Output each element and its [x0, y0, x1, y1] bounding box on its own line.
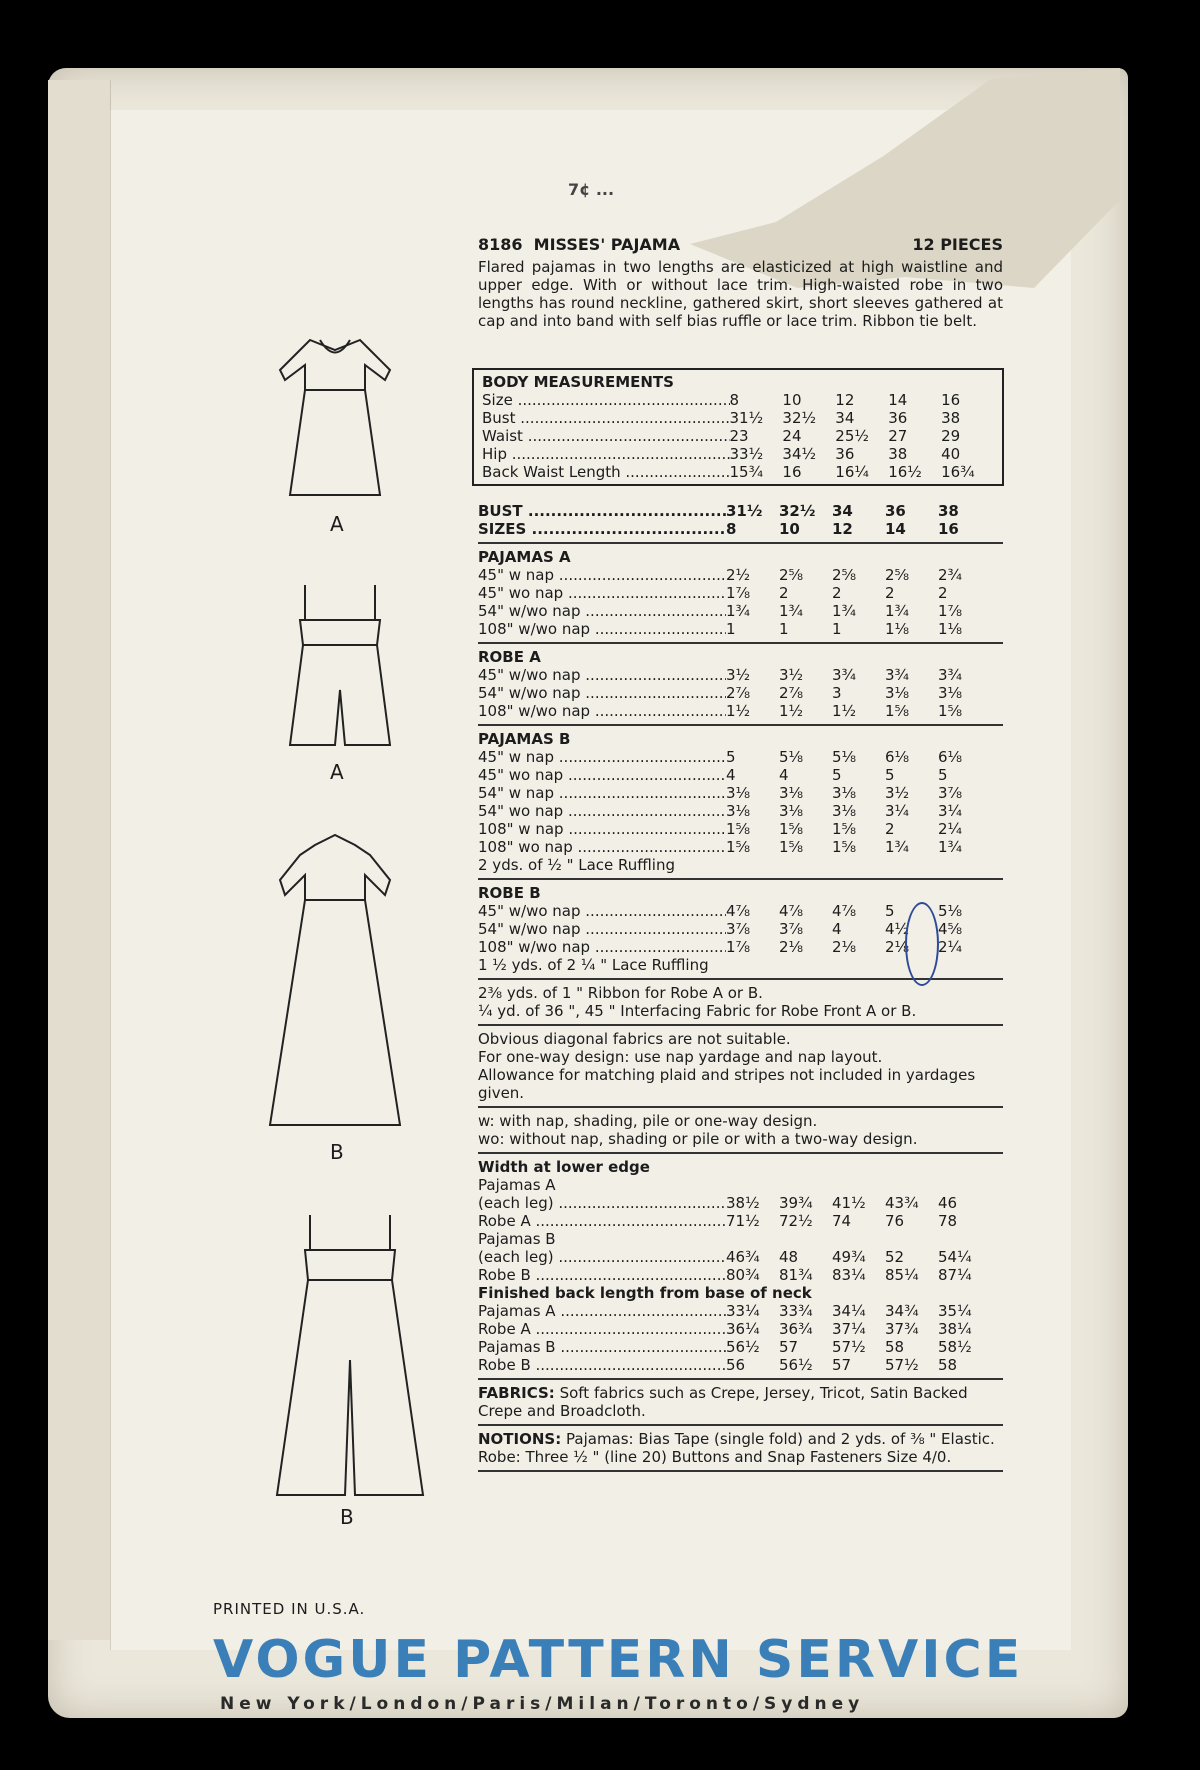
cell-value: 39¾ [779, 1194, 813, 1212]
row-label: Pajamas B [478, 1230, 556, 1248]
cell-value: 1½ [779, 702, 804, 720]
cell-value: 38 [888, 445, 908, 463]
cell-value: 3¾ [885, 666, 910, 684]
cell-value: 1¾ [885, 602, 910, 620]
cell-value: 46¾ [726, 1248, 760, 1266]
cell-value: 56 [726, 1356, 746, 1374]
cell-value: 36 [885, 502, 906, 520]
cell-value: 3¾ [938, 666, 963, 684]
table-row [478, 748, 1003, 766]
row-label: 45" w/wo nap ..... [478, 666, 726, 684]
cell-value: 36 [835, 445, 855, 463]
cell-value: 3⅛ [779, 784, 804, 802]
view-label: B [330, 1140, 344, 1164]
row-label: 108" w/wo nap ..... [478, 702, 726, 720]
cell-value: 40 [941, 445, 961, 463]
cell-value: 48 [779, 1248, 799, 1266]
table-row [478, 1248, 1003, 1266]
cell-value: 8 [729, 391, 740, 409]
cell-value: 2 [885, 584, 895, 602]
cell-value: 4 [779, 766, 789, 784]
row-label: Robe A ..... [478, 1212, 726, 1230]
cell-value: 1⅝ [726, 820, 751, 838]
envelope-flap [48, 80, 111, 1640]
row-label: 45" w nap ..... [478, 566, 726, 584]
cell-value: 57 [832, 1356, 852, 1374]
pattern-description: Flared pajamas in two lengths are elasticized at high waistline and upper edge. With or without lace trim. High-waisted robe in two lengths has round neckline, gathered skirt, short sleeves gathered at cap and into band with self bias ruffle or lace trim. Ribbon tie belt. [478, 258, 1003, 330]
table-row [478, 802, 1003, 820]
cell-value: 3⅛ [885, 684, 910, 702]
cell-value: 38¼ [938, 1320, 972, 1338]
cell-value: 15¾ [729, 463, 764, 481]
cell-value: 58 [938, 1356, 958, 1374]
lace-ruffling-note: 2 yds. of ½ " Lace Ruffling [478, 856, 676, 874]
cell-value: 74 [832, 1212, 852, 1230]
cell-value: 1⅝ [832, 838, 857, 856]
torn-price-text: 7¢ ... [568, 180, 615, 199]
cities-line: New York/London/Paris/Milan/Toronto/Sydney [220, 1694, 865, 1714]
cell-value: 12 [832, 520, 853, 538]
cell-value: 3⅞ [726, 920, 751, 938]
cell-value: 33½ [729, 445, 764, 463]
cell-value: 1⅝ [779, 838, 804, 856]
cell-value: 71½ [726, 1212, 760, 1230]
row-label: BUST ..... [478, 502, 726, 520]
table-row [478, 520, 1003, 538]
cell-value: 2⅛ [779, 938, 804, 956]
cell-value: 33¾ [779, 1302, 813, 1320]
cell-value: 16¾ [941, 463, 975, 481]
cell-value: 3⅛ [726, 784, 751, 802]
lace-ruffling-note: 1 ½ yds. of 2 ¼ " Lace Ruffling [478, 956, 709, 974]
view-label: A [330, 512, 344, 536]
cell-value: 83¼ [832, 1266, 866, 1284]
cell-value: 27 [888, 427, 908, 445]
cell-value: 34¼ [832, 1302, 866, 1320]
view-b-pajama-illustration [275, 1210, 425, 1500]
cell-value: 31½ [726, 502, 763, 520]
ribbon-note: 2⅜ yds. of 1 " Ribbon for Robe A or B. [478, 984, 763, 1002]
view-b-robe-illustration [260, 830, 410, 1130]
table-row [478, 1176, 1003, 1194]
cell-value: 34 [835, 409, 855, 427]
row-label: 54" w/wo nap ..... [478, 684, 726, 702]
cell-value: 2⅝ [885, 566, 910, 584]
pattern-header [478, 235, 1003, 330]
row-label: Robe A ..... [478, 1320, 726, 1338]
cell-value: 1 [832, 620, 842, 638]
cell-value: 3¾ [832, 666, 857, 684]
robe-a-title: ROBE A [478, 648, 541, 666]
cell-value: 46 [938, 1194, 958, 1212]
table-row [478, 1356, 1003, 1374]
cell-value: 57½ [832, 1338, 866, 1356]
row-label: 45" wo nap ..... [478, 766, 726, 784]
cell-value: 43¾ [885, 1194, 919, 1212]
cell-value: 1¾ [938, 838, 963, 856]
row-label: Waist ..... [482, 427, 730, 445]
table-row [478, 584, 1003, 602]
cell-value: 3⅞ [779, 920, 804, 938]
cell-value: 25½ [835, 427, 869, 445]
table-row [482, 427, 994, 445]
table-row [478, 1338, 1003, 1356]
cell-value: 87¼ [938, 1266, 972, 1284]
cell-value: 1⅝ [885, 702, 910, 720]
cell-value: 34 [832, 502, 853, 520]
view-label: B [340, 1505, 354, 1529]
cell-value: 34¾ [885, 1302, 919, 1320]
cell-value: 56½ [726, 1338, 760, 1356]
cell-value: 57 [779, 1338, 799, 1356]
view-label: A [330, 760, 344, 784]
cell-value: 49¾ [832, 1248, 866, 1266]
finished-back-length-title: Finished back length from base of neck [478, 1284, 812, 1302]
pattern-number: 8186 [478, 235, 523, 254]
cell-value: 5⅛ [938, 902, 963, 920]
cell-value: 72½ [779, 1212, 813, 1230]
cell-value: 16 [941, 391, 961, 409]
legend-line: w: with nap, shading, pile or one-way design. [478, 1112, 818, 1130]
cell-value: 1⅝ [726, 838, 751, 856]
cell-value: 29 [941, 427, 961, 445]
fabrics-text: Soft fabrics such as Crepe, Jersey, Tricot, Satin Backed Crepe and Broadcloth. [478, 1384, 968, 1420]
pajamas-a-title: PAJAMAS A [478, 548, 571, 566]
fabric-note: For one-way design: use nap yardage and nap layout. [478, 1048, 883, 1066]
cell-value: 2⅛ [885, 938, 910, 956]
cell-value: 5 [938, 766, 948, 784]
cell-value: 3¼ [938, 802, 963, 820]
cell-value: 57½ [885, 1356, 919, 1374]
cell-value: 16 [782, 463, 802, 481]
cell-value: 5⅛ [832, 748, 857, 766]
cell-value: 38 [941, 409, 961, 427]
cell-value: 4⅞ [779, 902, 804, 920]
cell-value: 56½ [779, 1356, 813, 1374]
cell-value: 5 [726, 748, 736, 766]
table-row [478, 838, 1003, 856]
table-row [478, 566, 1003, 584]
cell-value: 2¾ [938, 566, 963, 584]
table-row [482, 463, 994, 481]
brand-logo-text: VOGUE PATTERN SERVICE [213, 1630, 1024, 1690]
cell-value: 10 [779, 520, 800, 538]
table-row [478, 684, 1003, 702]
table-row [478, 820, 1003, 838]
cell-value: 3¼ [885, 802, 910, 820]
row-label: 108" w/wo nap ..... [478, 938, 726, 956]
interfacing-note: ¼ yd. of 36 ", 45 " Interfacing Fabric for Robe Front A or B. [478, 1002, 917, 1020]
cell-value: 3⅛ [726, 802, 751, 820]
cell-value: 5⅛ [779, 748, 804, 766]
cell-value: 3 [832, 684, 842, 702]
cell-value: 2¼ [938, 938, 963, 956]
row-label: 45" wo nap ..... [478, 584, 726, 602]
cell-value: 58 [885, 1338, 905, 1356]
cell-value: 32½ [782, 409, 817, 427]
cell-value: 14 [888, 391, 908, 409]
table-row [478, 1302, 1003, 1320]
width-lower-edge-title: Width at lower edge [478, 1158, 650, 1176]
cell-value: 2 [938, 584, 948, 602]
cell-value: 3⅛ [832, 802, 857, 820]
yardage-section [478, 502, 1003, 1476]
notions-text: Pajamas: Bias Tape (single fold) and 2 yds. of ⅜ " Elastic. Robe: Three ½ " (line 20) Buttons and Snap Fasteners Size 4/0. [478, 1430, 995, 1466]
row-label: Pajamas A ..... [478, 1302, 726, 1320]
cell-value: 1⅛ [885, 620, 910, 638]
cell-value: 3½ [779, 666, 804, 684]
cell-value: 41½ [832, 1194, 866, 1212]
cell-value: 4 [726, 766, 736, 784]
row-label: Pajamas B ..... [478, 1338, 726, 1356]
table-row [478, 784, 1003, 802]
row-label: 54" wo nap ..... [478, 802, 726, 820]
cell-value: 34½ [782, 445, 817, 463]
table-row [478, 1194, 1003, 1212]
row-label: 45" w nap ..... [478, 748, 726, 766]
cell-value: 2 [832, 584, 842, 602]
cell-value: 1¾ [779, 602, 804, 620]
cell-value: 32½ [779, 502, 816, 520]
cell-value: 16 [938, 520, 959, 538]
cell-value: 1⅝ [938, 702, 963, 720]
cell-value: 2⅝ [779, 566, 804, 584]
pajamas-b-title: PAJAMAS B [478, 730, 571, 748]
cell-value: 36 [888, 409, 908, 427]
row-label: Robe B ..... [478, 1356, 726, 1374]
fabric-note: Allowance for matching plaid and stripes not included in yardages given. [478, 1066, 976, 1102]
row-label: Pajamas A [478, 1176, 556, 1194]
cell-value: 4⅞ [832, 902, 857, 920]
cell-value: 14 [885, 520, 906, 538]
row-label: 54" w/wo nap ..... [478, 920, 726, 938]
cell-value: 5 [885, 902, 895, 920]
cell-value: 1⅞ [726, 584, 751, 602]
cell-value: 5 [885, 766, 895, 784]
cell-value: 2 [885, 820, 895, 838]
cell-value: 1¾ [832, 602, 857, 620]
cell-value: 1⅛ [938, 620, 963, 638]
table-row [482, 409, 994, 427]
cell-value: 85¼ [885, 1266, 919, 1284]
table-row [478, 1266, 1003, 1284]
cell-value: 2¼ [938, 820, 963, 838]
cell-value: 6⅛ [885, 748, 910, 766]
cell-value: 10 [782, 391, 802, 409]
cell-value: 78 [938, 1212, 958, 1230]
cell-value: 3⅛ [938, 684, 963, 702]
cell-value: 2½ [726, 566, 751, 584]
cell-value: 4½ [885, 920, 910, 938]
cell-value: 2⅞ [726, 684, 751, 702]
cell-value: 5 [832, 766, 842, 784]
table-row [478, 502, 1003, 520]
cell-value: 33¼ [726, 1302, 760, 1320]
view-a-robe-illustration [260, 320, 410, 500]
cell-value: 3⅞ [938, 784, 963, 802]
row-label: Size ..... [482, 391, 730, 409]
cell-value: 1½ [832, 702, 857, 720]
row-label: 45" w/wo nap ..... [478, 902, 726, 920]
cell-value: 3⅛ [779, 802, 804, 820]
cell-value: 1¾ [726, 602, 751, 620]
cell-value: 4 [832, 920, 842, 938]
view-a-pajama-illustration [285, 580, 395, 750]
table-row [478, 766, 1003, 784]
cell-value: 8 [726, 520, 737, 538]
piece-count: 12 PIECES [912, 235, 1003, 254]
cell-value: 1 [779, 620, 789, 638]
cell-value: 81¾ [779, 1266, 813, 1284]
cell-value: 31½ [729, 409, 764, 427]
cell-value: 16½ [888, 463, 922, 481]
body-measurements-title: BODY MEASUREMENTS [482, 373, 674, 391]
fabric-note: Obvious diagonal fabrics are not suitable. [478, 1030, 791, 1048]
printed-in-label: PRINTED IN U.S.A. [213, 1600, 366, 1618]
row-label: Robe B ..... [478, 1266, 726, 1284]
cell-value: 4⅞ [726, 902, 751, 920]
cell-value: 38½ [726, 1194, 760, 1212]
cell-value: 2⅞ [779, 684, 804, 702]
row-label: Back Waist Length ..... [482, 463, 730, 481]
cell-value: 23 [729, 427, 749, 445]
cell-value: 1⅝ [832, 820, 857, 838]
cell-value: 24 [782, 427, 802, 445]
row-label: SIZES ..... [478, 520, 726, 538]
robe-b-title: ROBE B [478, 884, 541, 902]
table-row [478, 666, 1003, 684]
table-row [478, 702, 1003, 720]
cell-value: 2⅛ [832, 938, 857, 956]
body-measurements-box [472, 368, 1004, 486]
cell-value: 3⅛ [832, 784, 857, 802]
cell-value: 35¼ [938, 1302, 972, 1320]
cell-value: 1¾ [885, 838, 910, 856]
cell-value: 1⅞ [938, 602, 963, 620]
row-label: 108" w nap ..... [478, 820, 726, 838]
cell-value: 37¾ [885, 1320, 919, 1338]
table-row [478, 1320, 1003, 1338]
row-label: Hip ..... [482, 445, 730, 463]
handwritten-ink-circle [905, 902, 939, 986]
pattern-title: MISSES' PAJAMA [533, 235, 681, 254]
cell-value: 2 [779, 584, 789, 602]
cell-value: 6⅛ [938, 748, 963, 766]
cell-value: 54¼ [938, 1248, 972, 1266]
notions-label: NOTIONS: [478, 1430, 562, 1448]
table-row [478, 1212, 1003, 1230]
row-label: 108" wo nap ..... [478, 838, 726, 856]
cell-value: 3½ [726, 666, 751, 684]
cell-value: 1⅝ [779, 820, 804, 838]
cell-value: 80¾ [726, 1266, 760, 1284]
row-label: (each leg) ..... [478, 1248, 726, 1266]
table-row [478, 620, 1003, 638]
cell-value: 76 [885, 1212, 905, 1230]
row-label: 54" w nap ..... [478, 784, 726, 802]
cell-value: 38 [938, 502, 959, 520]
cell-value: 36¾ [779, 1320, 813, 1338]
legend-line: wo: without nap, shading or pile or with a two-way design. [478, 1130, 918, 1148]
cell-value: 2⅝ [832, 566, 857, 584]
cell-value: 3½ [885, 784, 910, 802]
cell-value: 1½ [726, 702, 751, 720]
row-label: (each leg) ..... [478, 1194, 726, 1212]
table-row [478, 1230, 1003, 1248]
table-row [482, 445, 994, 463]
cell-value: 37¼ [832, 1320, 866, 1338]
table-row [478, 602, 1003, 620]
table-row [482, 391, 994, 409]
cell-value: 1⅞ [726, 938, 751, 956]
cell-value: 36¼ [726, 1320, 760, 1338]
row-label: 108" w/wo nap ..... [478, 620, 726, 638]
row-label: 54" w/wo nap ..... [478, 602, 726, 620]
cell-value: 16¼ [835, 463, 869, 481]
cell-value: 1 [726, 620, 736, 638]
fabrics-label: FABRICS: [478, 1384, 555, 1402]
cell-value: 58½ [938, 1338, 972, 1356]
cell-value: 4⅝ [938, 920, 963, 938]
cell-value: 12 [835, 391, 855, 409]
cell-value: 52 [885, 1248, 905, 1266]
row-label: Bust ..... [482, 409, 730, 427]
